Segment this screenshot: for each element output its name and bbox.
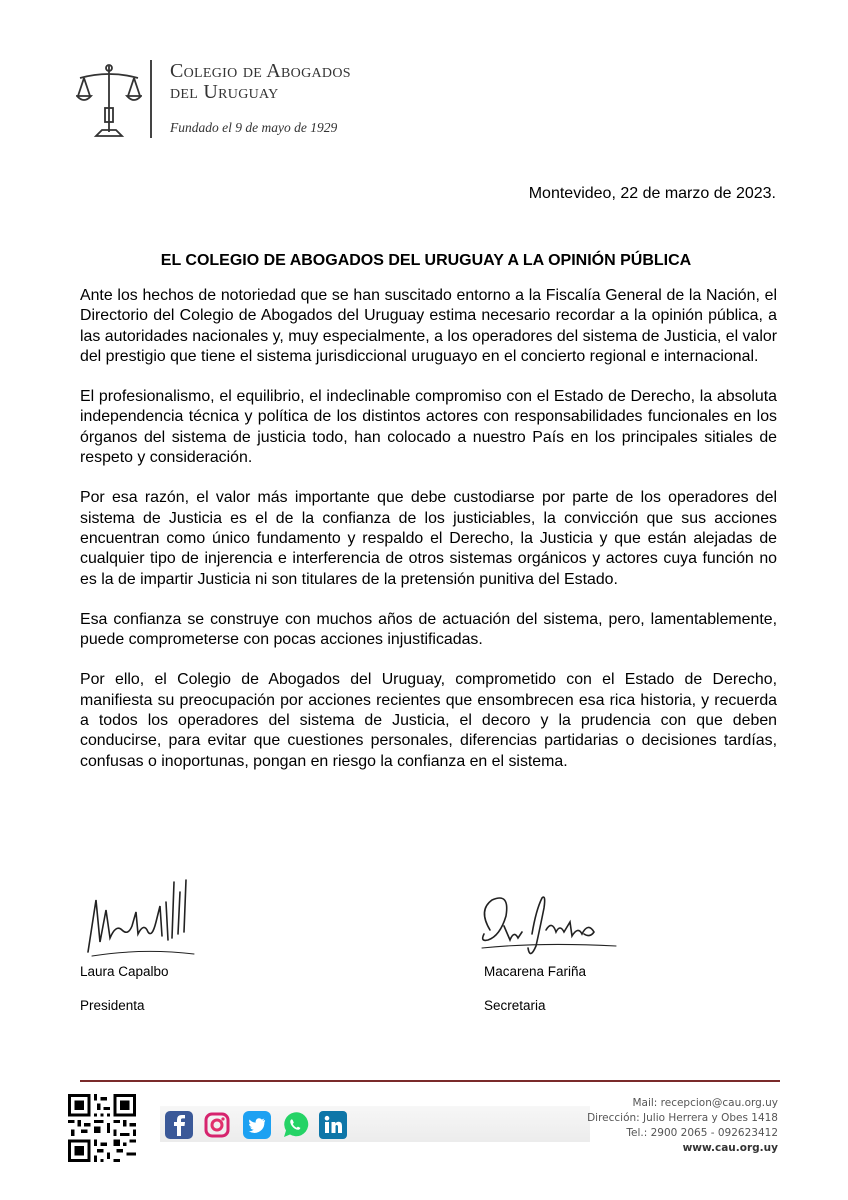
org-name-line1: Colegio de Abogados (170, 60, 351, 82)
signature-president (82, 872, 208, 962)
signatory-role: Secretaria (484, 998, 546, 1013)
instagram-icon[interactable] (202, 1110, 232, 1140)
letterhead-divider (150, 60, 152, 138)
letter-heading: EL COLEGIO DE ABOGADOS DEL URUGUAY A LA OPINIÓN PÚBLICA (160, 252, 692, 269)
letter-body (80, 286, 777, 792)
signatory-role: Presidenta (80, 998, 145, 1013)
whatsapp-icon[interactable] (280, 1110, 310, 1140)
qr-code (68, 1094, 136, 1162)
facebook-icon[interactable] (164, 1110, 194, 1140)
signatory-name: Laura Capalbo (80, 964, 169, 979)
org-name-line2: del Uruguay (170, 81, 279, 103)
footer-address: Dirección: Julio Herrera y Obes 1418 (587, 1112, 778, 1124)
paragraph: El profesionalismo, el equilibrio, el indeclinable compromiso con el Estado de Derecho, la absoluta independencia técnica y política de los distintos actores con responsabilidades funcionales en los órganos del sistema de justicia todo, han colocado a nuestro País en los principales sitiales de respeto y consideración. (80, 388, 777, 467)
signature-secretary (470, 890, 622, 962)
footer-divider (80, 1080, 780, 1082)
footer-website: www.cau.org.uy (682, 1142, 778, 1154)
paragraph: Por esa razón, el valor más importante que debe custodiarse por parte de los operadores del sistema de Justicia es el de la confianza de los justiciables, la convicción que sus acciones encuentran como único fundamento y respaldo el Derecho, la Justicia y que están alejadas de cualquier tipo de injerencia e interferencia de otros sistemas orgánicos y actores cuya función no es la de impartir Justicia ni son titulares de la pretensión punitiva del Estado. (80, 489, 777, 588)
scales-of-justice-logo (76, 62, 142, 140)
date-line: Montevideo, 22 de marzo de 2023. (528, 185, 776, 202)
footer-phone: Tel.: 2900 2065 - 092623412 (626, 1127, 778, 1139)
paragraph: Por ello, el Colegio de Abogados del Uruguay, comprometido con el Estado de Derecho, manifiesta su preocupación por acciones recientes que ensombrecen esa rica historia, y recuerda a todos los operadores del sistema de Justicia, el decoro y la prudencia con que deben conducirse, para evitar que cuestiones personales, diferencias partidarias o decisiones tardías, confusas o inoportunas, pongan en riesgo la confianza en el sistema. (80, 671, 777, 770)
paragraph: Esa confianza se construye con muchos años de actuación del sistema, pero, lamentablemente, puede comprometerse con pocas acciones injustificadas. (80, 610, 777, 649)
linkedin-icon[interactable] (318, 1110, 348, 1140)
footer-mail: Mail: recepcion@cau.org.uy (632, 1097, 778, 1109)
twitter-icon[interactable] (242, 1110, 272, 1140)
signatory-name: Macarena Fariña (484, 964, 587, 979)
founded-tagline: Fundado el 9 de mayo de 1929 (170, 120, 338, 135)
footer-contact (587, 1096, 778, 1156)
paragraph: Ante los hechos de notoriedad que se han suscitado entorno a la Fiscalía General de la Nación, el Directorio del Colegio de Abogados del Uruguay estima necesario recordar a la opinión pública, a las autoridades nacionales y, muy especialmente, a los operadores del sistema de Justicia, el valor del prestigio que tiene el sistema jurisdiccional uruguayo en el concierto regional e internacional. (80, 287, 777, 365)
